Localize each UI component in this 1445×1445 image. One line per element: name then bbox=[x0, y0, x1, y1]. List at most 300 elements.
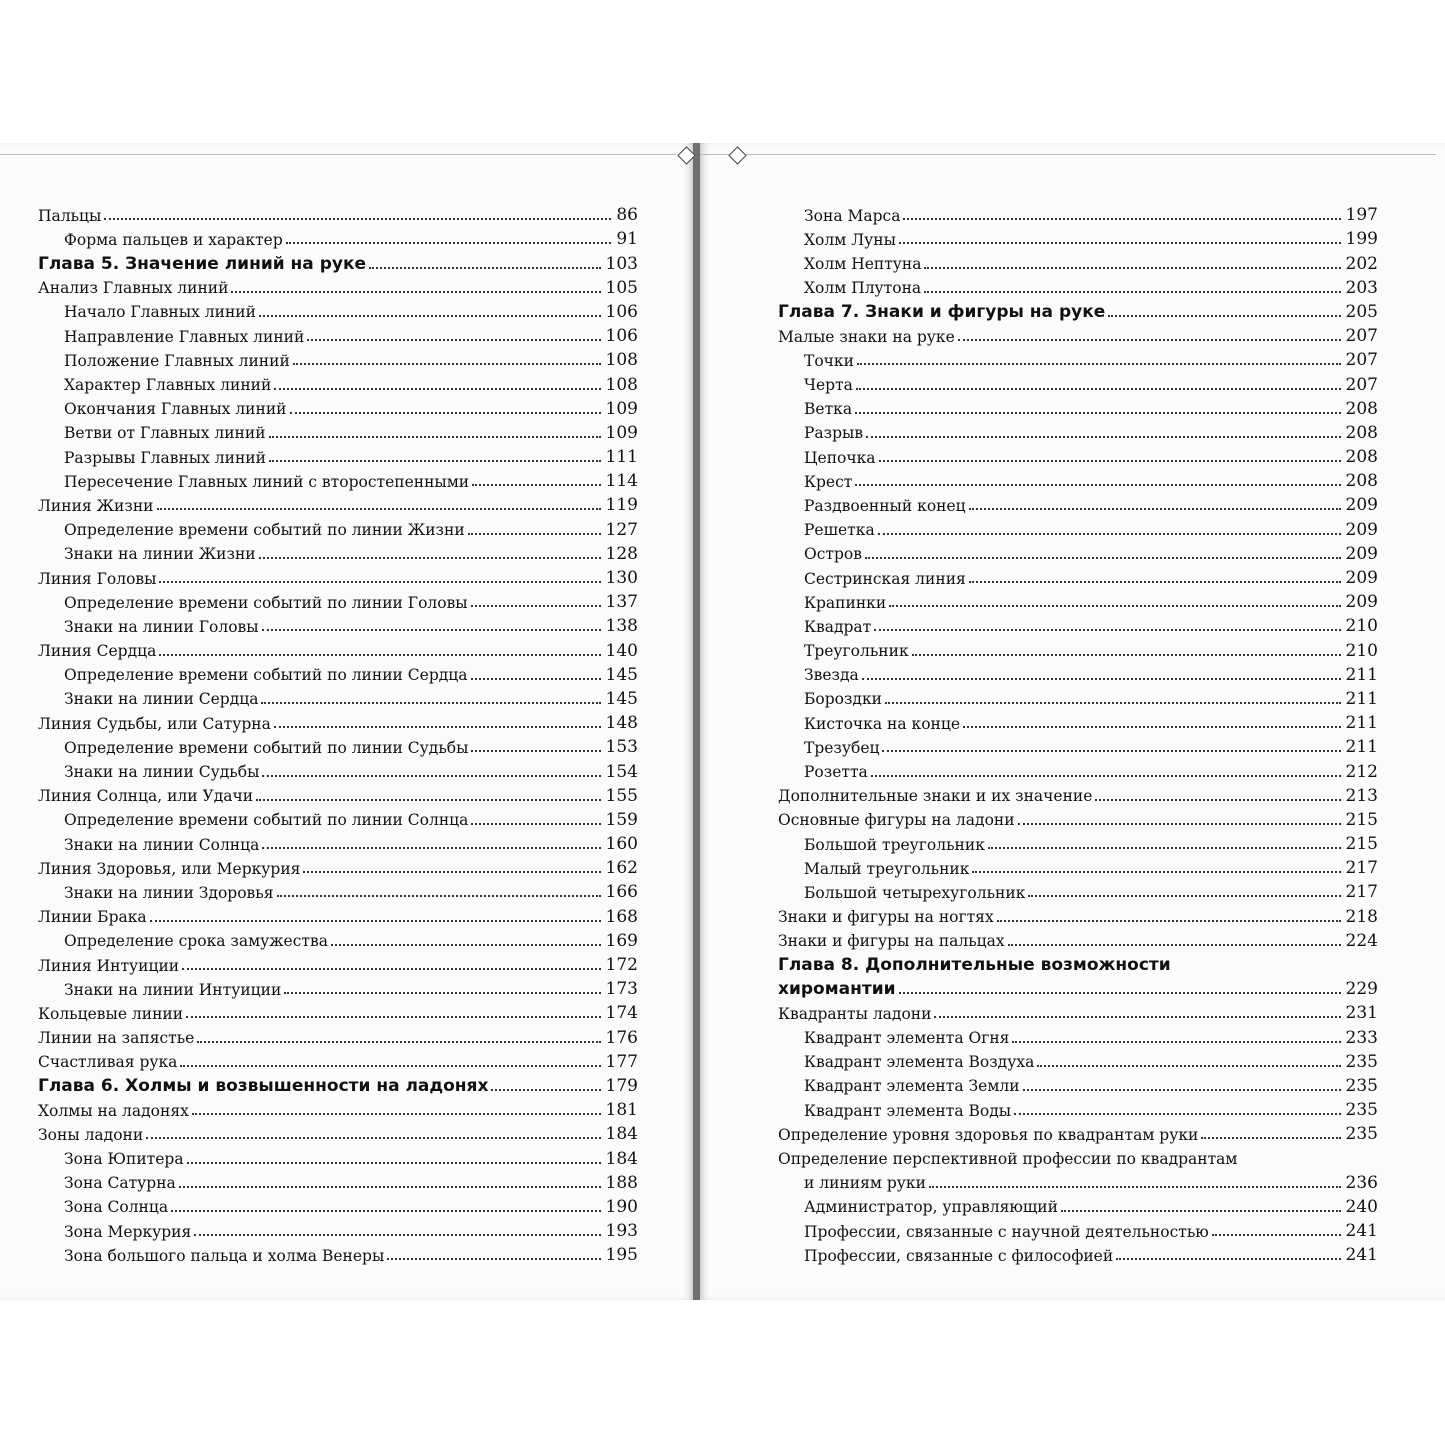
dot-leader bbox=[969, 508, 1341, 510]
toc-entry bbox=[38, 781, 638, 805]
toc-entry-title: Трезубец bbox=[804, 738, 880, 757]
dot-leader bbox=[879, 460, 1341, 462]
toc-chapter-entry bbox=[778, 950, 1378, 974]
toc-entry-title: Зоны ладони bbox=[38, 1125, 144, 1144]
toc-entry-page: 197 bbox=[1345, 205, 1378, 226]
toc-entry bbox=[38, 1192, 638, 1216]
toc-entry-page: 202 bbox=[1345, 253, 1378, 274]
dot-leader bbox=[903, 218, 1340, 220]
toc-entry-page: 235 bbox=[1345, 1075, 1378, 1096]
toc-entry bbox=[38, 369, 638, 393]
toc-entry-title: Положение Главных линий bbox=[64, 351, 290, 370]
dot-leader bbox=[146, 1137, 600, 1139]
toc-entry bbox=[38, 805, 638, 829]
toc-entry-title: Знаки на линии Судьбы bbox=[64, 763, 260, 781]
toc-entry bbox=[778, 901, 1378, 925]
dot-leader bbox=[159, 581, 600, 583]
toc-entry-page: 213 bbox=[1345, 785, 1378, 806]
toc-entry-title: Линия Жизни bbox=[38, 496, 154, 515]
toc-entry-title: Направление Главных линий bbox=[64, 327, 305, 346]
toc-entry-title: Пересечение Главных линий с второстепенными bbox=[64, 472, 470, 491]
toc-entry-title: Точки bbox=[804, 351, 854, 370]
dot-leader bbox=[1023, 1089, 1341, 1091]
dot-leader bbox=[277, 895, 601, 897]
dot-leader bbox=[303, 871, 600, 873]
toc-entry bbox=[778, 1192, 1378, 1216]
toc-entry bbox=[38, 394, 638, 418]
toc-entry bbox=[38, 998, 638, 1022]
dot-leader bbox=[262, 847, 600, 849]
toc-entry-title: Глава 7. Знаки и фигуры на руке bbox=[778, 301, 1106, 322]
toc-entry-title: Профессии, связанные с научной деятельностью bbox=[804, 1222, 1209, 1241]
toc-entry-page: 128 bbox=[605, 543, 638, 564]
toc-entry-page: 111 bbox=[605, 447, 638, 468]
dot-leader bbox=[468, 533, 601, 535]
toc-entry bbox=[778, 1216, 1378, 1240]
dot-leader bbox=[471, 678, 601, 680]
toc-entry-page: 184 bbox=[605, 1148, 638, 1169]
dot-leader bbox=[1028, 895, 1340, 897]
toc-entry-page: 137 bbox=[605, 592, 638, 613]
toc-entry-page: 211 bbox=[1345, 713, 1378, 734]
toc-entry bbox=[778, 756, 1378, 780]
toc-entry bbox=[778, 587, 1378, 611]
toc-entry-page: 209 bbox=[1345, 495, 1378, 516]
toc-entry bbox=[38, 829, 638, 853]
toc-entry-page: 91 bbox=[616, 229, 638, 250]
toc-entry-page: 174 bbox=[605, 1003, 638, 1024]
toc-entry-title: Анализ Главных линий bbox=[38, 279, 229, 298]
toc-entry-title: Разрывы Главных линий bbox=[64, 448, 266, 467]
toc-entry-page: 155 bbox=[605, 785, 638, 806]
toc-entry bbox=[778, 466, 1378, 490]
toc-entry-title: Определение перспективной профессии по квадрантам bbox=[778, 1150, 1238, 1168]
dot-leader bbox=[186, 1016, 600, 1018]
toc-entry bbox=[38, 539, 638, 563]
toc-entry-page: 169 bbox=[605, 930, 638, 951]
toc-entry bbox=[38, 514, 638, 538]
dot-leader bbox=[1037, 1065, 1340, 1067]
toc-entry-page: 153 bbox=[605, 737, 638, 758]
toc-entry-page: 215 bbox=[1345, 809, 1378, 830]
toc-entry-title: Ветви от Главных линий bbox=[64, 424, 266, 443]
dot-leader bbox=[1201, 1137, 1340, 1139]
toc-entry-title: Квадрант элемента Огня bbox=[804, 1029, 1010, 1048]
toc-entry-title: Определение срока замужества bbox=[64, 932, 328, 951]
toc-entry-title: Разрыв bbox=[804, 424, 864, 443]
dot-leader bbox=[180, 1065, 600, 1067]
toc-entry-page: 108 bbox=[605, 350, 638, 371]
toc-entry-title: Кисточка на конце bbox=[804, 714, 961, 733]
toc-entry-page: 208 bbox=[1345, 422, 1378, 443]
toc-entry-title: Зона Меркурия bbox=[64, 1222, 192, 1241]
toc-entry-title: Линия Интуиции bbox=[38, 956, 180, 975]
toc-entry-page: 224 bbox=[1345, 930, 1378, 951]
toc-entry-title: Розетта bbox=[804, 763, 868, 781]
toc-entry-title: Линия Сердца bbox=[38, 642, 157, 661]
toc-entry bbox=[38, 974, 638, 998]
toc-entry-title: Знаки на линии Солнца bbox=[64, 835, 260, 854]
toc-entry-page: 140 bbox=[605, 640, 638, 661]
toc-entry bbox=[38, 756, 638, 780]
toc-entry bbox=[38, 466, 638, 490]
toc-entry-page: 209 bbox=[1345, 592, 1378, 613]
toc-entry-title: Знаки и фигуры на пальцах bbox=[778, 932, 1005, 951]
toc-entry bbox=[778, 563, 1378, 587]
toc-entry bbox=[38, 1168, 638, 1192]
toc-entry bbox=[778, 708, 1378, 732]
toc-entry-page: 145 bbox=[605, 688, 638, 709]
toc-entry bbox=[778, 1168, 1378, 1192]
dot-leader bbox=[157, 508, 601, 510]
dot-leader bbox=[491, 1089, 600, 1091]
toc-entry-title: Окончания Главных линий bbox=[64, 400, 287, 419]
toc-entry-page: 193 bbox=[605, 1221, 638, 1242]
dot-leader bbox=[269, 436, 601, 438]
toc-entry-title: Большой четырехугольник bbox=[804, 883, 1026, 902]
dot-leader bbox=[1014, 1113, 1340, 1115]
dot-leader bbox=[197, 1041, 600, 1043]
toc-entry-page: 106 bbox=[605, 301, 638, 322]
toc-entry-page: 109 bbox=[605, 422, 638, 443]
dot-leader bbox=[259, 557, 601, 559]
toc-entry-page: 208 bbox=[1345, 398, 1378, 419]
toc-chapter-entry bbox=[778, 974, 1378, 998]
toc-entry bbox=[778, 1047, 1378, 1071]
dot-leader bbox=[293, 363, 601, 365]
toc-entry bbox=[38, 684, 638, 708]
toc-entry-title: и линиям руки bbox=[804, 1174, 926, 1193]
toc-entry-title: Определение времени событий по линии Судьбы bbox=[64, 738, 469, 757]
toc-entry-page: 210 bbox=[1345, 640, 1378, 661]
dot-leader bbox=[331, 944, 601, 946]
toc-entry-page: 210 bbox=[1345, 616, 1378, 637]
book-gutter bbox=[693, 143, 700, 1300]
toc-entry bbox=[38, 660, 638, 684]
toc-entry-page: 154 bbox=[605, 761, 638, 782]
toc-entry-title: Профессии, связанные с философией bbox=[804, 1246, 1114, 1265]
toc-entry-page: 199 bbox=[1345, 229, 1378, 250]
toc-entry bbox=[778, 926, 1378, 950]
toc-entry-title: Администратор, управляющий bbox=[804, 1198, 1058, 1217]
toc-entry-page: 211 bbox=[1345, 737, 1378, 758]
toc-entry-title: Квадрант элемента Воды bbox=[804, 1101, 1012, 1120]
toc-entry-page: 217 bbox=[1345, 858, 1378, 879]
dot-leader bbox=[1116, 1258, 1340, 1260]
toc-entry bbox=[778, 514, 1378, 538]
toc-entry-page: 209 bbox=[1345, 568, 1378, 588]
dot-leader bbox=[274, 726, 601, 728]
toc-entry bbox=[778, 877, 1378, 901]
toc-entry bbox=[38, 200, 638, 224]
toc-entry-page: 235 bbox=[1345, 1124, 1378, 1145]
toc-entry-page: 172 bbox=[605, 955, 638, 975]
toc-entry-page: 208 bbox=[1345, 447, 1378, 468]
toc-entry-page: 207 bbox=[1345, 326, 1378, 347]
dot-leader bbox=[1008, 944, 1341, 946]
toc-right bbox=[778, 200, 1378, 1264]
dot-leader bbox=[855, 412, 1340, 414]
dot-leader bbox=[286, 242, 612, 244]
toc-entry-page: 106 bbox=[605, 326, 638, 347]
dot-leader bbox=[256, 799, 600, 801]
toc-chapter-entry bbox=[38, 248, 638, 272]
toc-entry bbox=[778, 611, 1378, 635]
toc-entry bbox=[778, 635, 1378, 659]
toc-entry bbox=[778, 442, 1378, 466]
toc-entry-title: Остров bbox=[804, 545, 862, 564]
toc-entry bbox=[38, 635, 638, 659]
dot-leader bbox=[1012, 1041, 1340, 1043]
dot-leader bbox=[472, 484, 600, 486]
toc-entry-title: Крест bbox=[804, 472, 853, 491]
dot-leader bbox=[1061, 1210, 1341, 1212]
toc-entry-title: Холм Луны bbox=[804, 230, 896, 249]
toc-entry-page: 231 bbox=[1345, 1003, 1378, 1024]
toc-entry-title: Раздвоенный конец bbox=[804, 496, 966, 515]
toc-entry-page: 211 bbox=[1345, 688, 1378, 709]
toc-entry-page: 203 bbox=[1345, 277, 1378, 298]
toc-entry-title: Решетка bbox=[804, 521, 875, 540]
toc-entry-title: Зона Марса bbox=[804, 206, 901, 225]
dot-leader bbox=[261, 702, 600, 704]
dot-leader bbox=[963, 726, 1341, 728]
toc-entry-title: Знаки на линии Здоровья bbox=[64, 883, 274, 902]
toc-entry bbox=[778, 829, 1378, 853]
dot-leader bbox=[1212, 1234, 1341, 1236]
toc-entry-title: Знаки на линии Головы bbox=[64, 617, 259, 636]
dot-leader bbox=[874, 629, 1340, 631]
dot-leader bbox=[471, 823, 600, 825]
toc-entry bbox=[778, 224, 1378, 248]
dot-leader bbox=[997, 920, 1341, 922]
toc-entry-page: 184 bbox=[605, 1124, 638, 1145]
toc-entry bbox=[38, 273, 638, 297]
toc-entry bbox=[778, 1240, 1378, 1264]
dot-leader bbox=[862, 678, 1341, 680]
toc-entry bbox=[778, 321, 1378, 345]
toc-entry-title: Знаки на линии Жизни bbox=[64, 545, 256, 564]
toc-entry bbox=[38, 1216, 638, 1240]
dot-leader bbox=[912, 654, 1341, 656]
toc-entry-title: Зона Юпитера bbox=[64, 1150, 184, 1168]
toc-entry-page: 176 bbox=[605, 1027, 638, 1048]
dot-leader bbox=[307, 339, 600, 341]
toc-entry bbox=[38, 224, 638, 248]
toc-entry-title: Ветка bbox=[804, 400, 853, 419]
toc-entry bbox=[778, 1071, 1378, 1095]
toc-entry-page: 127 bbox=[605, 519, 638, 540]
toc-entry-title: Звезда bbox=[804, 666, 859, 685]
toc-entry bbox=[778, 684, 1378, 708]
toc-entry bbox=[38, 563, 638, 587]
dot-leader bbox=[262, 629, 601, 631]
toc-entry-title: Холм Нептуна bbox=[804, 255, 922, 274]
toc-entry-title: Линии на запястье bbox=[38, 1029, 195, 1048]
toc-entry-title: Кольцевые линии bbox=[38, 1004, 184, 1023]
toc-entry-page: 162 bbox=[605, 858, 638, 879]
dot-leader bbox=[882, 750, 1340, 752]
toc-entry bbox=[778, 273, 1378, 297]
toc-entry bbox=[778, 1095, 1378, 1119]
toc-entry-title: Основные фигуры на ладони bbox=[778, 811, 1015, 830]
toc-entry-page: 105 bbox=[605, 277, 638, 298]
toc-entry bbox=[778, 418, 1378, 442]
toc-entry-title: Малые знаки на руке bbox=[778, 327, 955, 346]
toc-entry-page: 160 bbox=[605, 834, 638, 855]
toc-entry bbox=[38, 611, 638, 635]
toc-entry-title: Начало Главных линий bbox=[64, 303, 256, 322]
toc-entry-title: Квадранты ладони bbox=[778, 1004, 932, 1023]
toc-entry-title: Характер Главных линий bbox=[64, 376, 272, 394]
dot-leader bbox=[934, 1016, 1340, 1018]
toc-entry-title: Определение времени событий по линии Солнца bbox=[64, 811, 469, 830]
dot-leader bbox=[269, 460, 601, 462]
dot-leader bbox=[150, 920, 601, 922]
dot-leader bbox=[179, 1186, 601, 1188]
toc-entry-page: 179 bbox=[605, 1075, 638, 1096]
toc-entry bbox=[38, 1119, 638, 1143]
toc-entry bbox=[38, 877, 638, 901]
toc-entry-title: Знаки на линии Сердца bbox=[64, 690, 259, 709]
toc-entry bbox=[38, 490, 638, 514]
toc-entry-page: 215 bbox=[1345, 834, 1378, 855]
toc-entry-page: 181 bbox=[605, 1100, 638, 1121]
left-page bbox=[0, 143, 693, 1300]
toc-entry bbox=[778, 1119, 1378, 1143]
toc-entry-page: 205 bbox=[1345, 301, 1378, 322]
toc-entry-title: Глава 5. Значение линий на руке bbox=[38, 253, 367, 274]
dot-leader bbox=[889, 605, 1340, 607]
toc-entry bbox=[38, 442, 638, 466]
dot-leader bbox=[958, 339, 1341, 341]
toc-entry-page: 241 bbox=[1345, 1245, 1378, 1266]
toc-entry-page: 148 bbox=[605, 713, 638, 734]
toc-entry-page: 188 bbox=[605, 1172, 638, 1193]
toc-entry bbox=[38, 297, 638, 321]
toc-entry-title: Холмы на ладонях bbox=[38, 1101, 189, 1120]
dot-leader bbox=[471, 750, 600, 752]
toc-entry-page: 86 bbox=[616, 205, 638, 226]
toc-entry-title: Счастливая рука bbox=[38, 1053, 178, 1072]
toc-entry bbox=[38, 418, 638, 442]
toc-entry bbox=[38, 901, 638, 925]
dot-leader bbox=[284, 992, 600, 994]
toc-entry bbox=[778, 781, 1378, 805]
toc-entry bbox=[38, 732, 638, 756]
toc-entry-title: Дополнительные знаки и их значение bbox=[778, 787, 1093, 806]
toc-entry-page: 209 bbox=[1345, 543, 1378, 564]
toc-entry bbox=[38, 1047, 638, 1071]
dot-leader bbox=[924, 267, 1340, 269]
toc-entry bbox=[778, 1022, 1378, 1046]
toc-entry-page: 109 bbox=[605, 398, 638, 419]
toc-chapter-entry bbox=[38, 1071, 638, 1095]
toc-entry-title: Зона Солнца bbox=[64, 1198, 169, 1217]
toc-entry-title: Линия Головы bbox=[38, 569, 157, 588]
dot-leader bbox=[171, 1210, 600, 1212]
dot-leader bbox=[369, 267, 601, 269]
toc-entry-title: Сестринская линия bbox=[804, 569, 966, 588]
dot-leader bbox=[857, 363, 1341, 365]
dot-leader bbox=[899, 992, 1341, 994]
dot-leader bbox=[231, 291, 600, 293]
dot-leader bbox=[471, 605, 601, 607]
toc-entry bbox=[778, 200, 1378, 224]
toc-entry bbox=[778, 853, 1378, 877]
toc-entry bbox=[778, 394, 1378, 418]
toc-entry-page: 145 bbox=[605, 664, 638, 685]
toc-entry-title: Определение времени событий по линии Головы bbox=[64, 593, 468, 612]
toc-entry bbox=[38, 1095, 638, 1119]
dot-leader bbox=[1108, 315, 1340, 317]
toc-entry bbox=[38, 1240, 638, 1264]
toc-entry bbox=[38, 345, 638, 369]
toc-entry bbox=[778, 805, 1378, 829]
toc-entry-page: 207 bbox=[1345, 350, 1378, 371]
toc-entry-title: Квадрант элемента Воздуха bbox=[804, 1053, 1035, 1072]
dot-leader bbox=[899, 242, 1341, 244]
dot-leader bbox=[259, 315, 601, 317]
toc-entry-title: Знаки на линии Интуиции bbox=[64, 980, 282, 999]
toc-entry bbox=[778, 369, 1378, 393]
toc-entry-title: Бороздки bbox=[804, 690, 882, 709]
toc-entry bbox=[778, 998, 1378, 1022]
toc-entry-page: 209 bbox=[1345, 519, 1378, 540]
toc-entry bbox=[38, 1143, 638, 1167]
dot-leader bbox=[104, 218, 611, 220]
toc-entry-title: Определение уровня здоровья по квадрантам руки bbox=[778, 1125, 1199, 1144]
toc-entry-title: Определение времени событий по линии Жизни bbox=[64, 521, 465, 540]
toc-entry bbox=[778, 660, 1378, 684]
toc-entry bbox=[778, 732, 1378, 756]
dot-leader bbox=[192, 1113, 601, 1115]
dot-leader bbox=[182, 968, 600, 970]
dot-leader bbox=[1095, 799, 1340, 801]
toc-entry-page: 168 bbox=[605, 906, 638, 927]
toc-entry-title: Знаки и фигуры на ногтях bbox=[778, 908, 994, 927]
toc-entry bbox=[38, 321, 638, 345]
toc-entry bbox=[778, 248, 1378, 272]
dot-leader bbox=[194, 1234, 600, 1236]
toc-entry-title: Линия Судьбы, или Сатурна bbox=[38, 714, 271, 733]
dot-leader bbox=[387, 1258, 600, 1260]
toc-entry-page: 229 bbox=[1345, 979, 1378, 1000]
toc-entry-title: Пальцы bbox=[38, 206, 102, 225]
toc-entry-page: 217 bbox=[1345, 882, 1378, 903]
toc-entry-title: Зона Сатурна bbox=[64, 1174, 176, 1193]
toc-entry-page: 236 bbox=[1345, 1172, 1378, 1193]
toc-entry-title: Большой треугольник bbox=[804, 835, 985, 854]
dot-leader bbox=[1018, 823, 1341, 825]
dot-leader bbox=[865, 557, 1341, 559]
dot-leader bbox=[855, 484, 1340, 486]
toc-entry-page: 235 bbox=[1345, 1100, 1378, 1121]
toc-entry bbox=[38, 1022, 638, 1046]
toc-entry-page: 166 bbox=[605, 882, 638, 903]
toc-entry bbox=[778, 539, 1378, 563]
toc-entry-title: Квадрант элемента Земли bbox=[804, 1077, 1020, 1096]
toc-entry-title: Малый треугольник bbox=[804, 859, 970, 878]
toc-entry-page: 114 bbox=[605, 471, 638, 492]
toc-entry-title: Зона большого пальца и холма Венеры bbox=[64, 1246, 385, 1265]
toc-entry-page: 103 bbox=[605, 253, 638, 274]
toc-entry-page: 173 bbox=[605, 979, 638, 1000]
toc-entry-page: 241 bbox=[1345, 1221, 1378, 1242]
toc-entry-page: 207 bbox=[1345, 374, 1378, 395]
toc-entry-page: 177 bbox=[605, 1051, 638, 1072]
toc-entry bbox=[38, 708, 638, 732]
